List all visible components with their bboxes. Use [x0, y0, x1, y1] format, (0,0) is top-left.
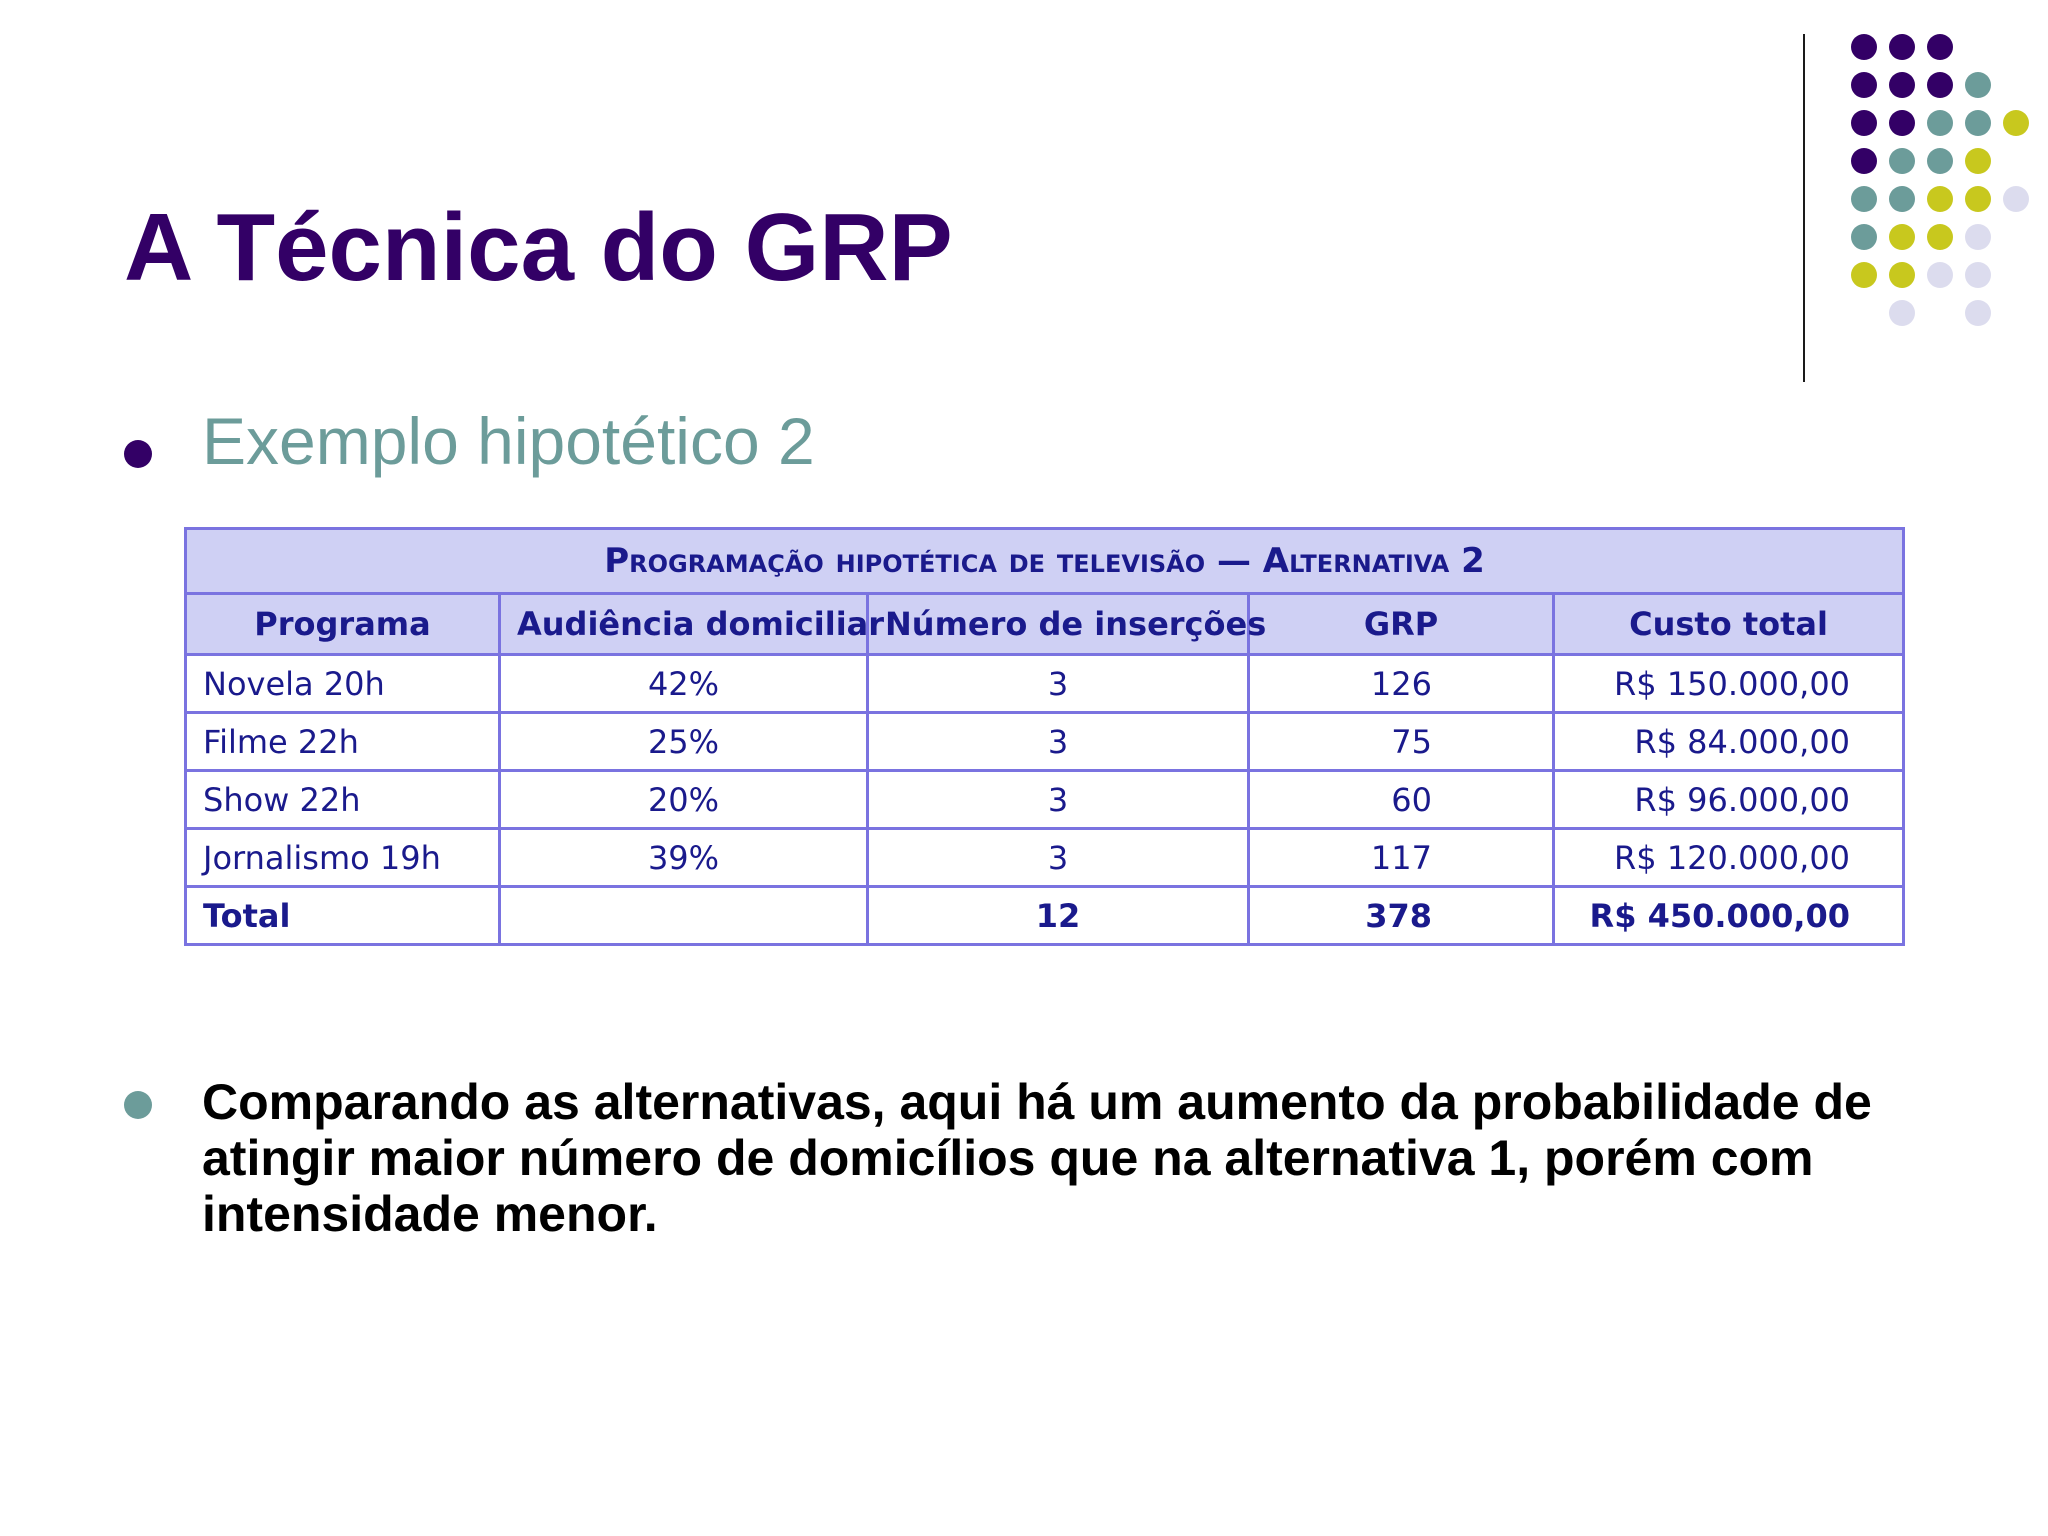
decorative-dot	[1965, 186, 1991, 212]
cell-programa: Show 22h	[186, 771, 500, 829]
cell-grp: 75	[1249, 713, 1554, 771]
cell-total-audiencia	[500, 887, 868, 945]
decorative-dot	[1889, 186, 1915, 212]
cell-total-insercoes: 12	[868, 887, 1249, 945]
column-header-custo: Custo total	[1554, 594, 1904, 655]
decorative-dot	[1927, 110, 1953, 136]
decorative-dot	[1851, 34, 1877, 60]
decorative-dot	[2003, 186, 2029, 212]
decorative-divider-line	[1803, 34, 1805, 382]
subheading-bullet-item	[124, 405, 815, 478]
table-row	[186, 655, 1904, 713]
cell-custo: R$ 84.000,00	[1554, 713, 1904, 771]
column-header-audiencia: Audiência domiciliar	[500, 594, 868, 655]
cell-total-grp: 378	[1249, 887, 1554, 945]
body-text: Comparando as alternativas, aqui há um aumento da probabilidade de atingir maior número de domicílios que na alternativa 1, porém com intensidade menor.	[202, 1074, 1872, 1242]
cell-audiencia: 42%	[500, 655, 868, 713]
cell-grp: 60	[1249, 771, 1554, 829]
table-caption: Programação hipotética de televisão — Alternativa 2	[186, 529, 1904, 594]
column-header-grp: GRP	[1249, 594, 1554, 655]
decorative-dot	[1965, 72, 1991, 98]
decorative-dot	[1851, 148, 1877, 174]
decorative-dot	[1965, 148, 1991, 174]
decorative-dot	[1927, 262, 1953, 288]
decorative-dot	[1927, 224, 1953, 250]
cell-audiencia: 20%	[500, 771, 868, 829]
decorative-dot	[1927, 186, 1953, 212]
decorative-dot	[1851, 186, 1877, 212]
decorative-dot	[1965, 224, 1991, 250]
cell-programa: Filme 22h	[186, 713, 500, 771]
decorative-dot	[1889, 148, 1915, 174]
cell-custo: R$ 150.000,00	[1554, 655, 1904, 713]
column-header-programa: Programa	[186, 594, 500, 655]
table-row	[186, 713, 1904, 771]
decorative-dot	[1851, 72, 1877, 98]
decorative-dot	[1851, 262, 1877, 288]
cell-audiencia: 25%	[500, 713, 868, 771]
decorative-dot	[1889, 224, 1915, 250]
decorative-dot	[1851, 224, 1877, 250]
decorative-dot	[1851, 110, 1877, 136]
bullet-dot-icon	[124, 1091, 152, 1119]
cell-custo: R$ 120.000,00	[1554, 829, 1904, 887]
cell-grp: 117	[1249, 829, 1554, 887]
cell-grp: 126	[1249, 655, 1554, 713]
decorative-dot	[1889, 34, 1915, 60]
cell-insercoes: 3	[868, 771, 1249, 829]
table-total-row	[186, 887, 1904, 945]
grp-programming-table	[184, 527, 1905, 946]
cell-custo: R$ 96.000,00	[1554, 771, 1904, 829]
decorative-dot	[1927, 148, 1953, 174]
decorative-dot	[1927, 72, 1953, 98]
cell-programa: Jornalismo 19h	[186, 829, 500, 887]
bullet-dot-icon	[124, 440, 152, 468]
cell-insercoes: 3	[868, 829, 1249, 887]
slide-title: A Técnica do GRP	[124, 194, 953, 301]
table-row	[186, 829, 1904, 887]
decorative-dot	[1889, 300, 1915, 326]
decorative-dot	[2003, 110, 2029, 136]
cell-total-custo: R$ 450.000,00	[1554, 887, 1904, 945]
cell-audiencia: 39%	[500, 829, 868, 887]
decorative-dot	[1965, 110, 1991, 136]
decorative-dot	[1889, 262, 1915, 288]
body-bullet-item	[124, 1074, 1942, 1242]
cell-total-label: Total	[186, 887, 500, 945]
cell-programa: Novela 20h	[186, 655, 500, 713]
decorative-dot	[1889, 110, 1915, 136]
column-header-insercoes: Número de inserções	[868, 594, 1249, 655]
subheading-text: Exemplo hipotético 2	[202, 404, 815, 478]
decorative-dot	[1965, 262, 1991, 288]
cell-insercoes: 3	[868, 655, 1249, 713]
decorative-dot	[1965, 300, 1991, 326]
decorative-dot	[1927, 34, 1953, 60]
table-row	[186, 771, 1904, 829]
decorative-dot	[1889, 72, 1915, 98]
cell-insercoes: 3	[868, 713, 1249, 771]
